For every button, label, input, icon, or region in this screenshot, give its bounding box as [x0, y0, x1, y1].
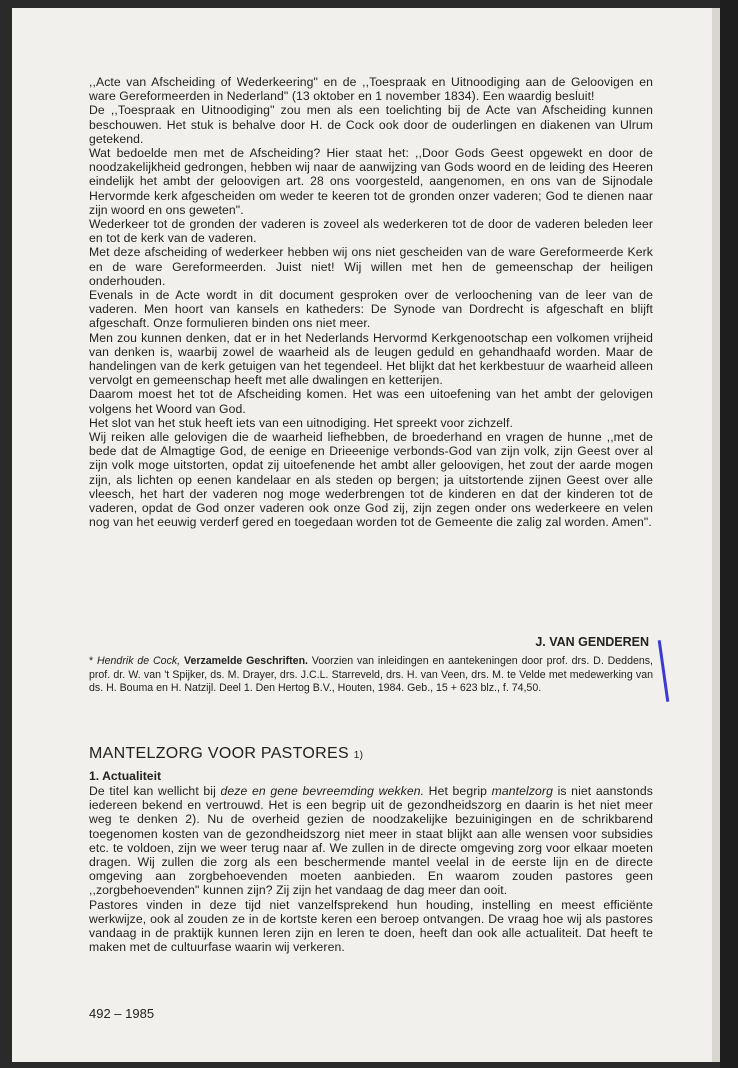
- paragraph: Wij reiken alle gelovigen die de waarheid liefhebben, de broederhand en vragen de hunne ,,met de bede dat de Almagtige God, de eenige en Drieeenige verbonds-God van zijn volk, zijn Geest over al zijn volk moge uitstorten, opdat zij uitoefenende het ambt aller geloovigen, het zout der aarde mogen zijn, als lichten op eenen kandelaar en als steden op bergen; ja uitstortende zijnen Geest over alle vleesch, het hart der vaderen nog moge wederbrengen tot de kinderen en dat der kinderen tot de vaderen, opdat de God onzer vaderen ook onze God zij, zijn zegen onder ons wederkeere en velen nog van het eeuwig verderf gered en toegedaan worden tot de Gemeente die zalig zal worden. Amen".: [89, 430, 653, 530]
- text-run-italic: mantelzorg: [491, 784, 553, 798]
- text-run: is niet aanstonds iedereen bekend en vertrouwd. Het is een begrip uit de gezondheidszorg en daarin is het niet meer weg te denken 2). Nu de overheid gezien de noodzakelijke bezuinigingen en de schrikbarend toegenomen kosten van de gezondheidszorg niet meer in staat blijkt aan alle wensen voor subsidies etc. te voldoen, zijn we weer terug naar af. We zullen in de directe omgeving zorg voor elkaar moeten dragen. Wij zullen die zorg als een beschermende mantel veelal in de eerste lijn en de directe omgeving aan zorgbehoevenden moeten aanbieden. En waarom zouden pastores geen ,,zorgbehoevenden" kunnen zijn? Zij zijn het vandaag de dag meer dan ooit.: [89, 784, 653, 898]
- book-author: Hendrik de Cock,: [97, 655, 181, 667]
- book-title: Verzamelde Geschriften.: [184, 655, 308, 667]
- page-edge: [720, 0, 738, 1068]
- paragraph: Met deze afscheiding of wederkeer hebben wij ons niet gescheiden van de ware Gereformeerde Kerk en de ware Gereformeerden. Juist niet! Wij willen met hen de gemeenschap der heiligen onderhouden.: [89, 245, 653, 288]
- paragraph: Pastores vinden in deze tijd niet vanzelfsprekend hun houding, instelling en meest efficiënte werkwijze, ook al zouden ze in de kortste keren een beroep ontvangen. De vraag hoe wij als pastores vandaag in de praktijk kunnen leren zijn en leren te doen, heeft dan ook alle actualiteit. Dat heeft te maken met de cultuurfase waarin wij verkeren.: [89, 897, 653, 955]
- paragraph: Wat bedoelde men met de Afscheiding? Hier staat het: ,,Door Gods Geest opgewekt en door de noodzakelijkheid gedrongen, hebben wij naar de aanwijzing van Gods woord en de leiding des Heeren eindelijk het ambt der geloovigen art. 28 ons voorgesteld, aangenomen, en ons van de Sijnodale Hervormde kerk afgescheiden om weder te keeren tot de gronden onzer vaderen; God te dienen naar zijn woord en ons geweten".: [89, 146, 653, 217]
- paragraph: [89, 784, 653, 898]
- paragraph: Het slot van het stuk heeft iets van een uitnodiging. Het spreekt voor zichzelf.: [89, 415, 513, 430]
- article-title: [89, 745, 363, 763]
- author-signature: J. VAN GENDEREN: [535, 635, 649, 649]
- title-note: 1): [353, 750, 364, 761]
- section-heading: 1. Actualiteit: [89, 769, 162, 783]
- book-details: Voorzien van inleidingen en aantekeningen door prof. drs. D. Deddens, prof. dr. W. van 't Spijker, ds. M. Drayer, drs. J.C.L. Starreveld, drs. H. van Veen, drs. M. te Velde met medewerking van ds. H. Bouma en H. Natzijl. Deel 1. Den Hertog B.V., Houten, 1984. Geb., 15 + 623 blz., f. 74,50.: [89, 655, 653, 694]
- article2-body: [89, 784, 653, 954]
- title-text: MANTELZORG VOOR PASTORES: [89, 745, 349, 762]
- paragraph: ,,Acte van Afscheiding of Wederkeering" en de ,,Toespraak en Uitnoodiging aan de Geloovigen en ware Gereformeerden in Nederland" (13 oktober en 1 november 1834). Een waardig besluit!: [89, 75, 653, 104]
- paragraph: Wederkeer tot de gronden der vaderen is zoveel als wederkeren tot de door de vaderen beleden leer en tot de kerk van de vaderen.: [89, 217, 653, 246]
- text-run-italic: deze en gene bevreemding wekken.: [220, 784, 425, 798]
- text-run: Het begrip: [424, 784, 492, 798]
- paragraph: De ,,Toespraak en Uitnoodiging" zou men als een toelichting bij de Acte van Afscheiding kunnen beschouwen. Het stuk is behalve door H. de Cock ook door de ouderlingen en diakenen van Ulrum getekend.: [89, 103, 653, 146]
- paragraph: Evenals in de Acte wordt in dit document gesproken over de verloochening van de leer van de vaderen. Men hoort van kansels en katheders: De Synode van Dordrecht is afgeschaft en blijft afgeschaft. Onze formulieren binden ons niet meer.: [89, 288, 653, 331]
- paragraph: Daarom moest het tot de Afscheiding komen. Het was een uitoefening van het ambt der gelovigen volgens het Woord van God.: [89, 387, 653, 416]
- text-run: De titel kan wellicht bij: [89, 784, 221, 798]
- paragraph: Men zou kunnen denken, dat er in het Nederlands Hervormd Kerkgenootschap een volkomen vrijheid van denken is, waarbij zowel de waarheid als de leugen geduld en gehandhaafd worden. Maar de handelingen van de kerk getuigen van het tegendeel. Het blijkt dat het kerkbestuur de waarheid alleen vervolgt en gemeenschap heeft met alle dwalingen en ketterijen.: [89, 330, 653, 388]
- page-number: 492 – 1985: [89, 1006, 155, 1021]
- footnote: [89, 655, 653, 696]
- article-body: [89, 75, 653, 530]
- footnote-star: *: [89, 655, 94, 667]
